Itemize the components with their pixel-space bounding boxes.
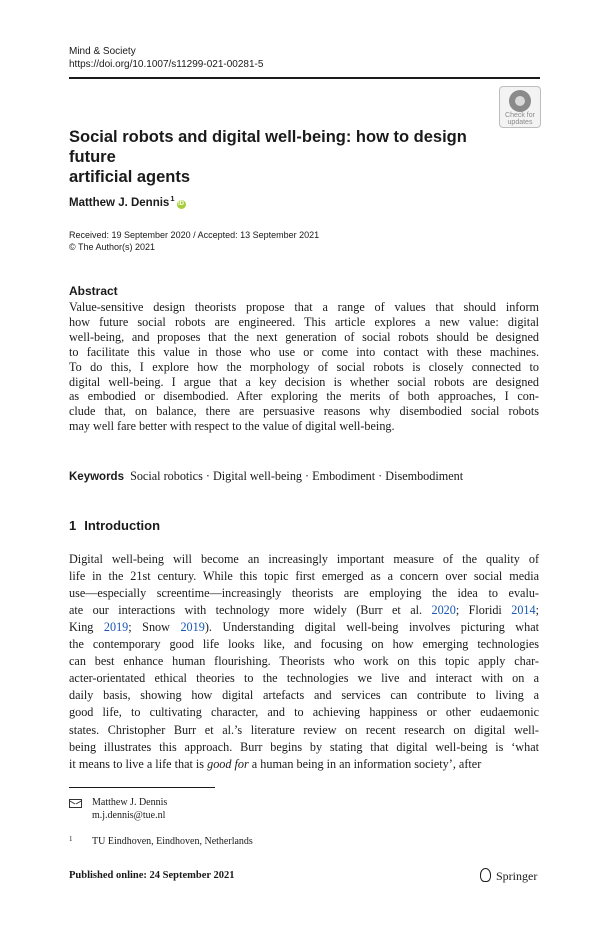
introduction-line xyxy=(69,688,539,703)
text-segment: life in the 21st century. While this topic first emerged as a concern over social media xyxy=(69,569,539,584)
published-online-date: Published online: 24 September 2021 xyxy=(69,870,235,881)
copyright-notice: © The Author(s) 2021 xyxy=(69,242,156,252)
text-segment: ; xyxy=(535,603,539,618)
text-segment: King xyxy=(69,620,104,635)
affiliation-number: 1 xyxy=(69,835,73,843)
contact-email[interactable]: m.j.dennis@tue.nl xyxy=(92,810,166,821)
abstract-line: how future social robots are engineered. This article explores a new value: digital xyxy=(69,314,539,329)
journal-name: Mind & Society xyxy=(69,46,136,57)
check-updates-label: Check for xyxy=(505,112,535,119)
contact-name: Matthew J. Dennis xyxy=(92,797,168,808)
keywords xyxy=(69,469,463,485)
text-segment: use—especially screentime—increasingly theorists are employing the idea to evalu- xyxy=(69,586,539,601)
orcid-icon[interactable]: iD xyxy=(178,201,184,207)
introduction-line xyxy=(69,569,539,584)
text-segment: the contemporary good life looks like, and focusing on how emerging technologies xyxy=(69,637,539,652)
section-heading-introduction xyxy=(69,518,160,534)
text-segment: being illustrates this approach. Burr begins by stating that digital well-being is ‘what xyxy=(69,739,539,754)
section-number: 1 xyxy=(69,518,77,533)
citation-link[interactable]: 2014 xyxy=(511,603,536,618)
title-line: artificial agents xyxy=(69,168,191,186)
footnote-divider xyxy=(69,787,215,788)
abstract-line: Value-sensitive design theorists propose that a range of values that should inform xyxy=(69,300,539,314)
check-for-updates-button[interactable] xyxy=(499,86,541,128)
title-line: Social robots and digital well-being: how to design future xyxy=(69,128,467,166)
introduction-line xyxy=(69,552,539,567)
introduction-line xyxy=(69,586,539,601)
introduction-line xyxy=(69,740,539,755)
author-name[interactable]: Matthew J. Dennis xyxy=(69,197,170,209)
text-segment: ate our interactions with technology more widely (Burr et al. xyxy=(69,603,432,618)
check-updates-label: updates xyxy=(507,119,533,126)
text-segment: daily basis, showing how digital artefacts and services can contribute to living a xyxy=(69,688,539,703)
publisher-logo xyxy=(480,868,537,884)
abstract-line: To do this, I explore how the morphology of social robots is closely connected to xyxy=(69,359,539,374)
received-accepted-dates: Received: 19 September 2020 / Accepted: 13 September 2021 xyxy=(69,230,320,240)
abstract-line: may well fare better with respect to the value of digital well-being. xyxy=(69,419,395,434)
text-segment: states. Christopher Burr et al.’s literature review on recent research on digital well- xyxy=(69,722,539,737)
introduction-line xyxy=(69,654,539,669)
abstract-heading: Abstract xyxy=(69,284,118,298)
abstract-line: as embodied or disembodied. After exploring the merits of both approaches, I con- xyxy=(69,389,539,404)
keywords-label: Keywords xyxy=(69,471,124,483)
affiliation: TU Eindhoven, Eindhoven, Netherlands xyxy=(92,836,253,847)
introduction-line xyxy=(69,757,539,772)
text-segment: ). Understanding digital well-being involves picturing what xyxy=(204,620,540,635)
text-segment: acter-orientated ethical theories to the technologies we live and interact with on a xyxy=(69,671,539,686)
author-affiliation-marker: 1 xyxy=(170,194,175,203)
text-segment: good life, to cultivating character, and to achieving happiness or other eudaemonic xyxy=(69,705,539,720)
springer-horse-icon xyxy=(480,868,491,882)
citation-link[interactable]: 2019 xyxy=(103,620,129,635)
envelope-icon xyxy=(69,799,82,808)
keywords-list: Social robotics · Digital well-being · Embodiment · Disembodiment xyxy=(130,469,464,483)
abstract-line: clude that, on balance, there are persuasive reasons why disembodied social robots xyxy=(69,404,539,419)
abstract-line: well-being, and proposes that the next generation of social robots should be designed xyxy=(69,329,539,344)
introduction-line xyxy=(69,637,539,652)
doi-link[interactable]: https://doi.org/10.1007/s11299-021-00281-5 xyxy=(69,59,264,70)
text-segment: ; Snow xyxy=(128,620,181,635)
text-segment: ; Floridi xyxy=(455,603,512,618)
section-title: Introduction xyxy=(84,518,161,533)
text-segment: a human being in an information society’, after xyxy=(248,756,482,771)
citation-link[interactable]: 2019 xyxy=(180,620,205,635)
header-divider xyxy=(69,77,540,79)
text-segment: it means to live a life that is xyxy=(69,756,208,771)
abstract-line: digital well-being. I argue that a key decision is whether social robots are designed xyxy=(69,374,539,389)
introduction-line xyxy=(69,620,539,635)
crossmark-icon xyxy=(509,90,531,112)
publisher-name: Springer xyxy=(496,869,538,883)
text-segment: Digital well-being will become an increasingly important measure of the quality of xyxy=(69,552,539,566)
emphasis-text: good for xyxy=(207,756,249,771)
author-line xyxy=(69,191,186,211)
article-title xyxy=(69,127,509,187)
abstract-line: to facilitate this value in those who use or come into contact with these machines. xyxy=(69,344,539,359)
introduction-line xyxy=(69,603,539,618)
introduction-line xyxy=(69,723,539,738)
introduction-line xyxy=(69,671,539,686)
text-segment: can best enhance human flourishing. Theorists who work on this topic apply char- xyxy=(69,654,539,669)
introduction-line xyxy=(69,705,539,720)
citation-link[interactable]: 2020 xyxy=(431,603,456,618)
